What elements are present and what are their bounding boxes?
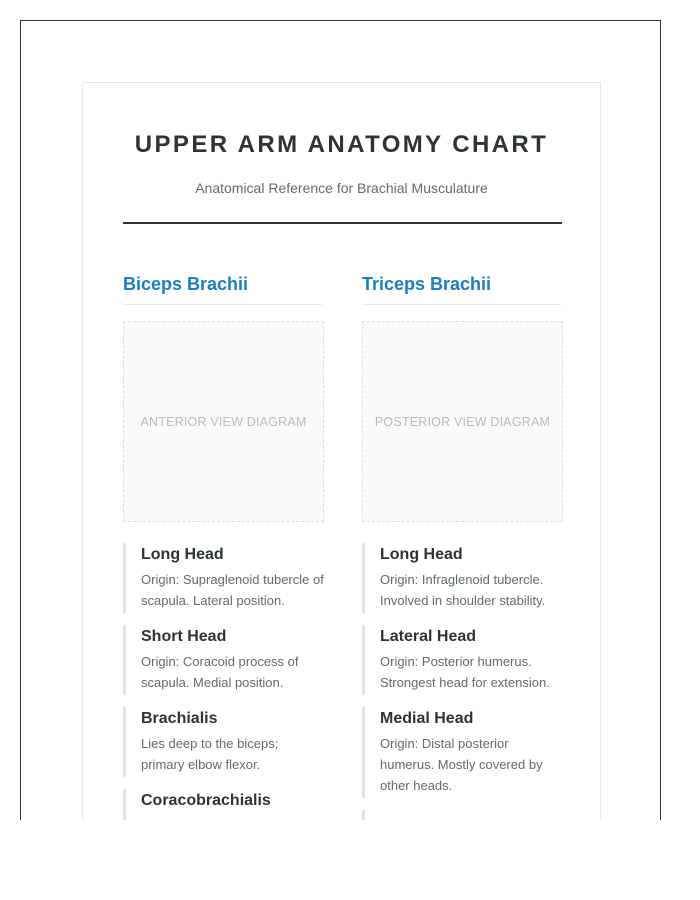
- column-title: Biceps Brachii: [123, 271, 322, 305]
- page-title: UPPER ARM ANATOMY CHART: [134, 131, 549, 158]
- muscle-entry: [362, 625, 563, 695]
- diagram-label: POSTERIOR VIEW DIAGRAM: [374, 414, 551, 429]
- muscle-entry: [123, 707, 324, 777]
- muscle-name: Lateral Head: [380, 628, 477, 645]
- page-subtitle: Anatomical Reference for Brachial Musculature: [195, 180, 488, 196]
- muscle-description: Origin: Supraglenoid tubercle of scapula. Lateral position.: [141, 572, 324, 608]
- muscle-entry: [362, 707, 563, 798]
- muscle-entry: [123, 543, 324, 613]
- muscle-description: Origin: Distal posterior humerus. Mostly covered by other heads.: [380, 736, 543, 793]
- muscle-description: Origin: Coracoid process of scapula. Medial position.: [141, 654, 299, 690]
- biceps-column: [123, 271, 324, 820]
- anterior-diagram-placeholder: [123, 321, 324, 522]
- muscle-entry: [123, 789, 324, 820]
- muscle-name: Long Head: [380, 546, 463, 563]
- posterior-diagram-placeholder: [362, 321, 563, 522]
- muscle-name: Long Head: [141, 546, 224, 563]
- triceps-column: [362, 271, 563, 820]
- muscle-description: Lies deep to the biceps; primary elbow flexor.: [141, 736, 279, 772]
- muscle-name: Short Head: [141, 628, 227, 645]
- muscle-entry: [362, 810, 563, 820]
- column-title: Triceps Brachii: [362, 271, 561, 305]
- header-divider: [123, 222, 562, 224]
- muscle-name: Coracobrachialis: [141, 792, 271, 809]
- chart-sheet: [82, 82, 601, 820]
- muscle-description: Origin: Infraglenoid tubercle. Involved in shoulder stability.: [380, 572, 546, 608]
- muscle-list: [362, 543, 563, 820]
- muscle-name: Medial Head: [380, 710, 474, 727]
- muscle-entry: [123, 625, 324, 695]
- diagram-label: ANTERIOR VIEW DIAGRAM: [140, 414, 307, 429]
- muscle-description: Origin: Posterior humerus. Strongest head for extension.: [380, 654, 550, 690]
- page-frame: [20, 20, 661, 820]
- muscle-entry: [362, 543, 563, 613]
- muscle-list: [123, 543, 324, 820]
- muscle-name: Brachialis: [141, 710, 218, 727]
